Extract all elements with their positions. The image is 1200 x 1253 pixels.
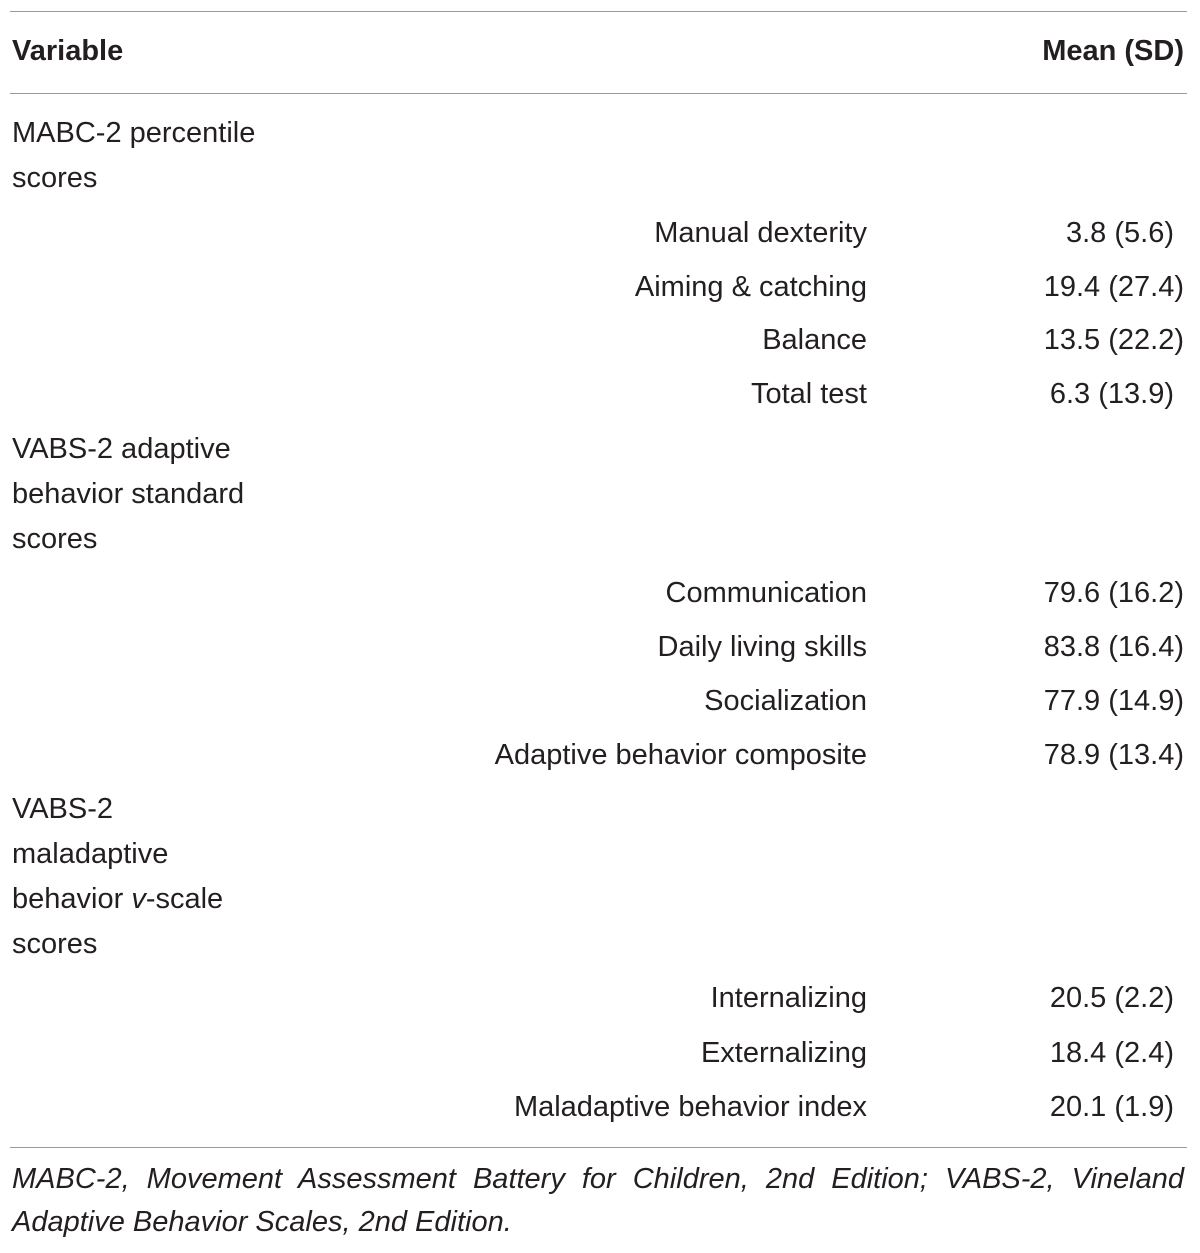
row-value: 20.5 (2.2) [1049, 982, 1174, 1014]
row-value: 77.9 (14.9) [1043, 685, 1184, 717]
row-value: 79.6 (16.2) [1043, 577, 1184, 609]
category-label: scores [12, 523, 98, 555]
row-label: Maladaptive behavior index [513, 1091, 867, 1123]
row-label: Manual dexterity [654, 217, 867, 249]
row-value: 3.8 (5.6) [1066, 217, 1174, 249]
table-footnote: MABC-2, Movement Assessment Battery for Children, 2nd Edition; VABS-2, Vineland Adaptive Behavior Scales, 2nd Edition. [12, 1163, 1184, 1238]
header-rule [10, 93, 1187, 94]
row-label: Daily living skills [657, 631, 867, 663]
category-label: behavior standard [12, 478, 245, 510]
category-label-part: behavior [12, 883, 132, 915]
row-value: 20.1 (1.9) [1049, 1091, 1174, 1123]
row-label: Socialization [704, 685, 867, 717]
category-label: maladaptive [12, 838, 169, 870]
row-label: Balance [762, 324, 867, 356]
row-label: Externalizing [700, 1037, 867, 1069]
category-label: MABC-2 percentile [12, 117, 256, 149]
top-rule [10, 11, 1187, 12]
row-value: 18.4 (2.4) [1049, 1037, 1174, 1069]
row-value: 13.5 (22.2) [1043, 324, 1184, 356]
row-label: Total test [750, 378, 867, 410]
row-value: 78.9 (13.4) [1043, 739, 1184, 771]
category-label: VABS-2 [12, 793, 114, 825]
row-value: 83.8 (16.4) [1043, 631, 1184, 663]
row-label: Internalizing [710, 982, 867, 1014]
row-label: Aiming & catching [634, 271, 867, 303]
category-label: scores [12, 928, 98, 960]
header-mean-sd: Mean (SD) [1042, 35, 1184, 67]
row-label: Communication [665, 577, 867, 609]
row-value: 19.4 (27.4) [1043, 271, 1184, 303]
bottom-rule [10, 1147, 1187, 1148]
category-label [12, 877, 223, 922]
header-variable: Variable [12, 35, 124, 67]
category-label-part: -scale [145, 883, 224, 915]
category-label: VABS-2 adaptive [12, 433, 231, 465]
row-value: 6.3 (13.9) [1049, 378, 1174, 410]
category-label-italic: v [131, 883, 146, 915]
row-label: Adaptive behavior composite [494, 739, 867, 771]
category-label: scores [12, 162, 98, 194]
